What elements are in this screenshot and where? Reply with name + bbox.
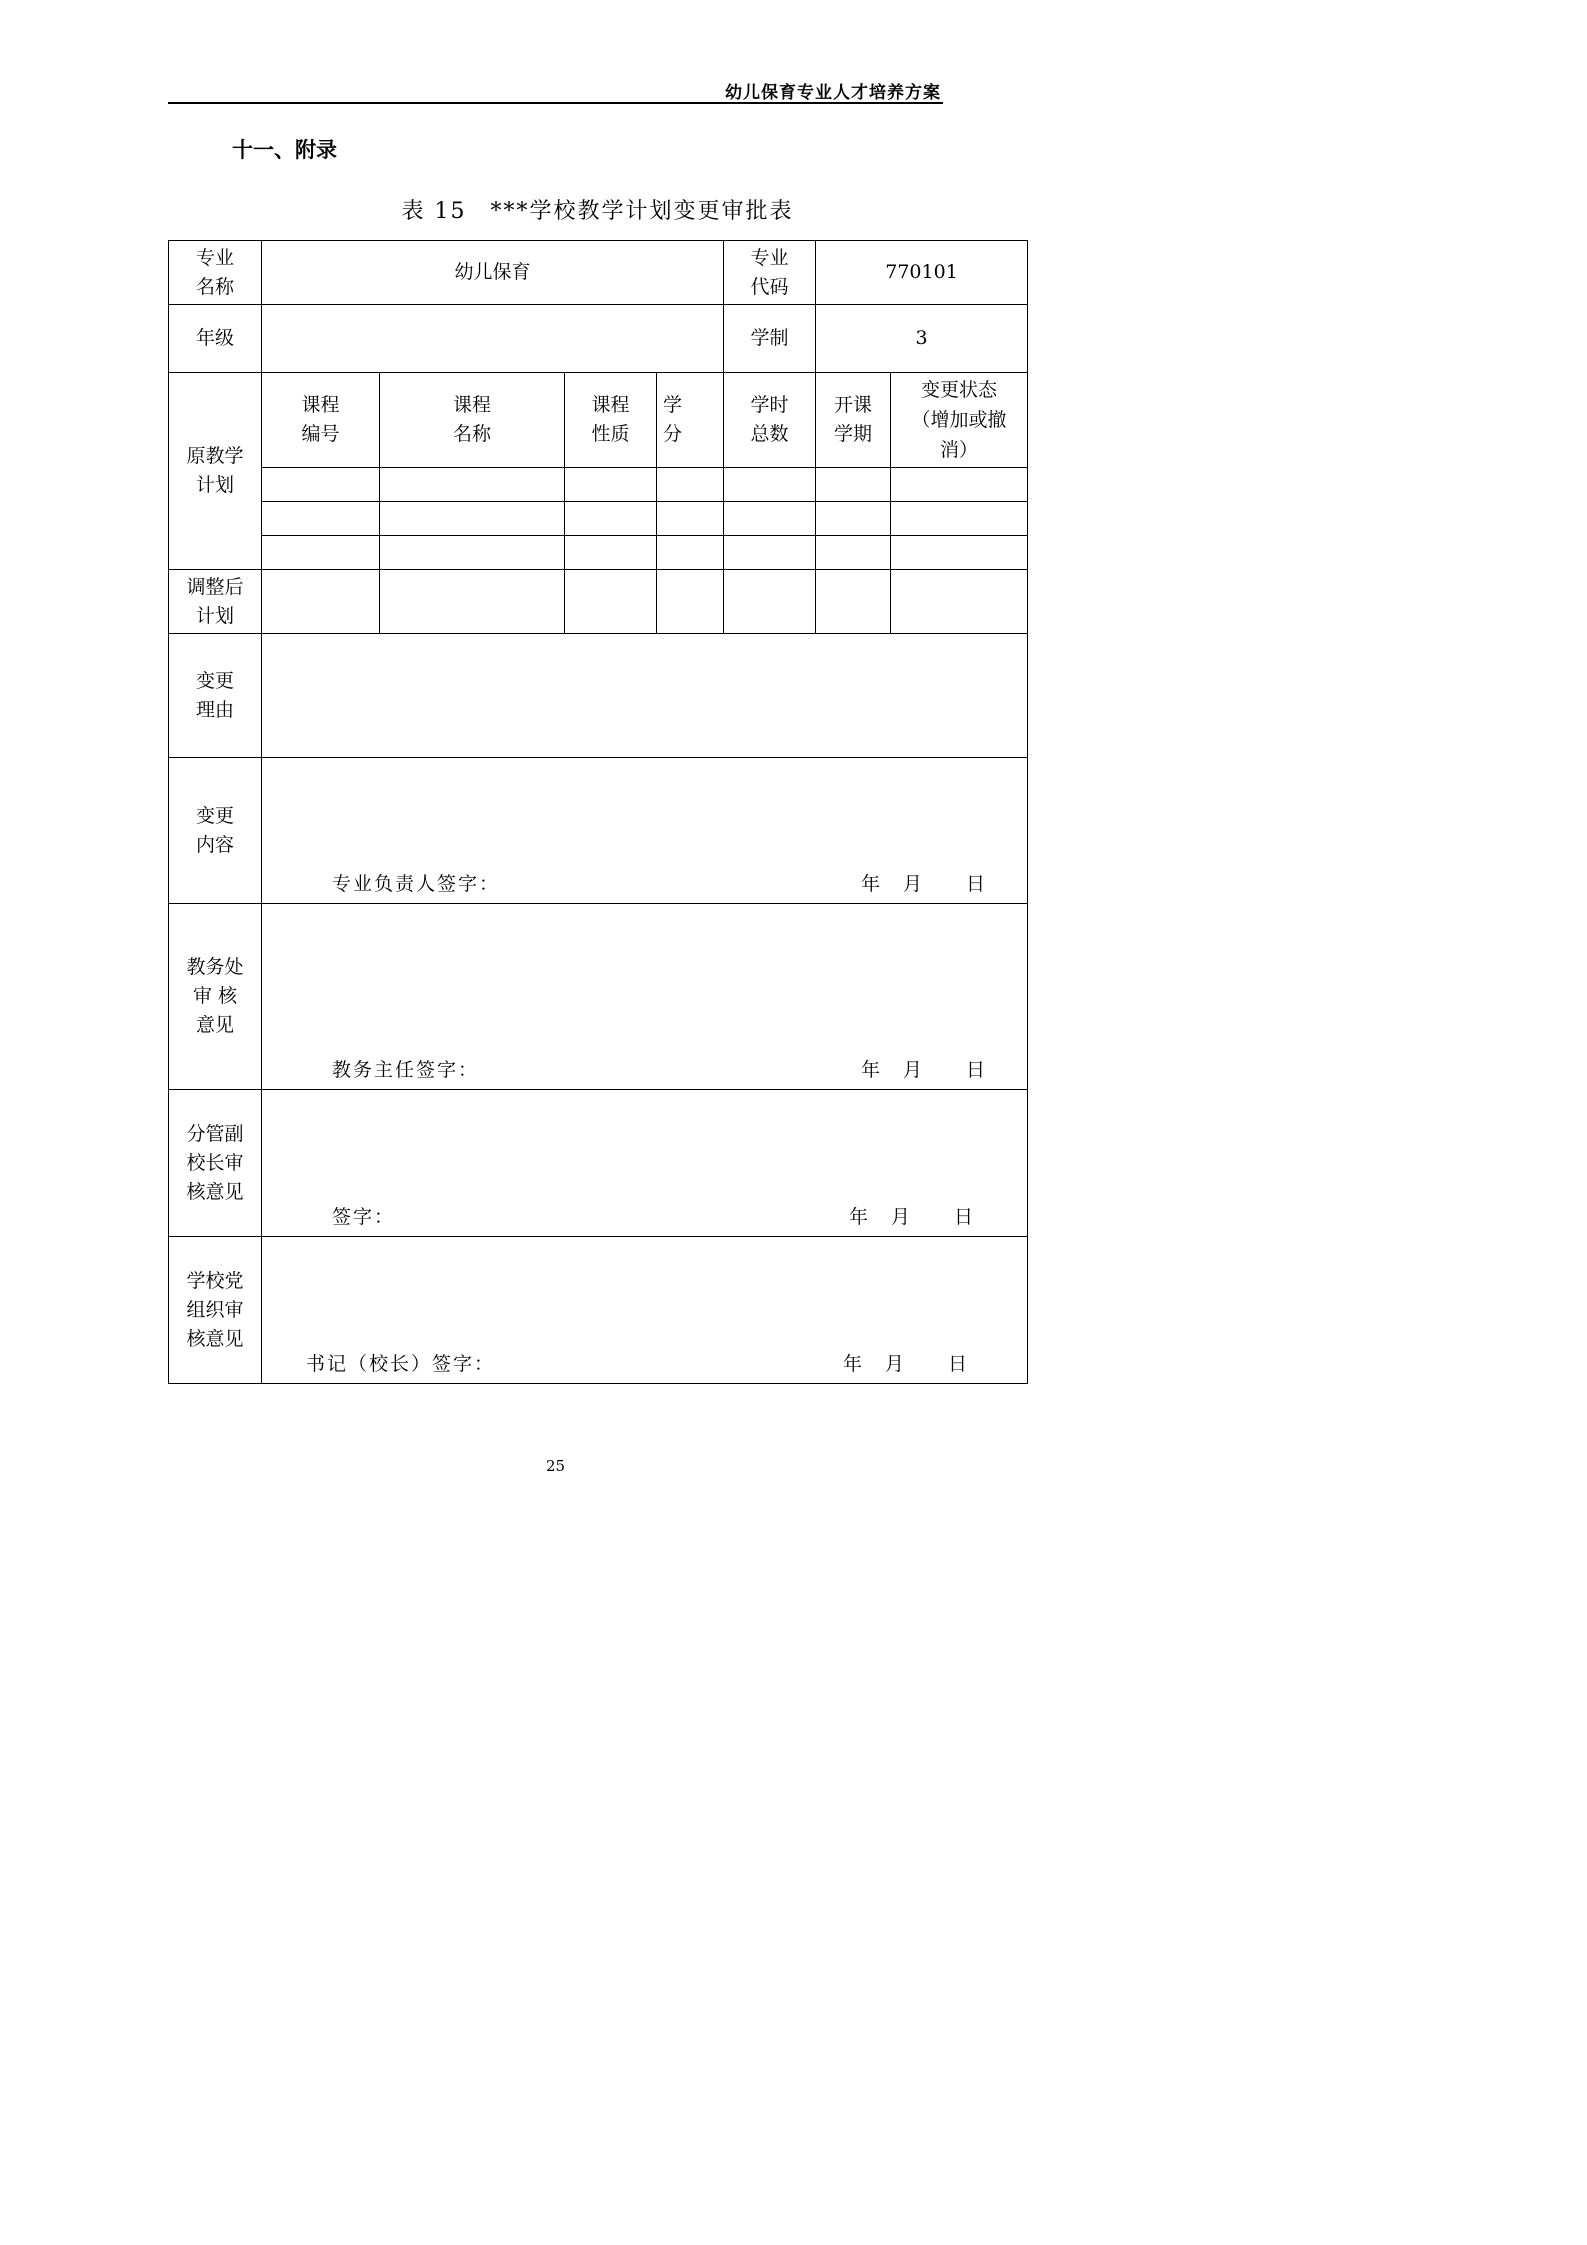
total-hours-cell[interactable] — [724, 468, 816, 502]
major-code-label: 专业 代码 — [724, 241, 816, 305]
duration-value: 3 — [816, 305, 1028, 373]
adjusted-plan-row — [169, 570, 1028, 634]
semester-cell[interactable] — [816, 570, 891, 634]
table-caption: 表 15 ***学校教学计划变更审批表 — [401, 199, 794, 224]
signature-line — [262, 1353, 1027, 1379]
change-approval-table — [168, 240, 1028, 1384]
document-header-title: 幼儿保育专业人才培养方案 — [725, 83, 941, 103]
party-organization-field[interactable] — [262, 1237, 1028, 1384]
credit-header: 学 分 — [657, 373, 724, 468]
original-plan-row — [169, 468, 1028, 502]
course-number-header: 课程 编号 — [262, 373, 380, 468]
semester-header: 开课 学期 — [816, 373, 891, 468]
credit-cell[interactable] — [657, 570, 724, 634]
adjusted-plan-label: 调整后 计划 — [169, 570, 262, 634]
signature-line — [262, 1206, 1027, 1232]
major-code-value: 770101 — [816, 241, 1028, 305]
total-hours-header: 学时 总数 — [724, 373, 816, 468]
course-type-cell[interactable] — [565, 502, 657, 536]
change-status-cell[interactable] — [891, 502, 1028, 536]
vice-principal-field[interactable] — [262, 1090, 1028, 1237]
date-label: 年 月 日 — [849, 1206, 976, 1228]
academic-affairs-row — [169, 904, 1028, 1090]
total-hours-cell[interactable] — [724, 570, 816, 634]
major-name-value: 幼儿保育 — [262, 241, 724, 305]
major-name-label: 专业 名称 — [169, 241, 262, 305]
course-name-cell[interactable] — [380, 536, 565, 570]
course-type-header: 课程 性质 — [565, 373, 657, 468]
vice-principal-signature-label: 签字： — [332, 1206, 396, 1228]
duration-label: 学制 — [724, 305, 816, 373]
grade-label: 年级 — [169, 305, 262, 373]
semester-cell[interactable] — [816, 468, 891, 502]
change-status-header: 变更状态 （增加或撤 消） — [891, 373, 1028, 468]
course-number-cell[interactable] — [262, 502, 380, 536]
row-grade — [169, 305, 1028, 373]
grade-value — [262, 305, 724, 373]
course-number-cell[interactable] — [262, 468, 380, 502]
header-rule — [168, 102, 943, 104]
secretary-signature-label: 书记（校长）签字： — [306, 1353, 496, 1375]
vice-principal-row — [169, 1090, 1028, 1237]
row-course-headers — [169, 373, 1028, 468]
original-plan-label: 原教学 计划 — [169, 373, 262, 570]
course-name-cell[interactable] — [380, 468, 565, 502]
change-content-label: 变更 内容 — [169, 758, 262, 904]
change-content-row — [169, 758, 1028, 904]
credit-cell[interactable] — [657, 502, 724, 536]
course-type-cell[interactable] — [565, 468, 657, 502]
page-number: 25 — [545, 1457, 566, 1475]
course-type-cell[interactable] — [565, 570, 657, 634]
academic-affairs-label: 教务处 审 核 意见 — [169, 904, 262, 1090]
course-number-cell[interactable] — [262, 570, 380, 634]
change-reason-label: 变更 理由 — [169, 634, 262, 758]
total-hours-cell[interactable] — [724, 536, 816, 570]
signature-line — [262, 1059, 1027, 1085]
date-label: 年 月 日 — [843, 1353, 970, 1375]
date-label: 年 月 日 — [861, 873, 988, 895]
semester-cell[interactable] — [816, 502, 891, 536]
major-leader-signature-label: 专业负责人签字： — [332, 873, 501, 895]
academic-affairs-field[interactable] — [262, 904, 1028, 1090]
vice-principal-label: 分管副 校长审 核意见 — [169, 1090, 262, 1237]
credit-cell[interactable] — [657, 536, 724, 570]
course-name-cell[interactable] — [380, 570, 565, 634]
total-hours-cell[interactable] — [724, 502, 816, 536]
change-status-cell[interactable] — [891, 468, 1028, 502]
signature-line — [262, 873, 1027, 899]
academic-director-signature-label: 教务主任签字： — [332, 1059, 480, 1081]
course-type-cell[interactable] — [565, 536, 657, 570]
original-plan-row — [169, 536, 1028, 570]
party-row — [169, 1237, 1028, 1384]
original-plan-row — [169, 502, 1028, 536]
change-content-field[interactable] — [262, 758, 1028, 904]
party-organization-label: 学校党 组织审 核意见 — [169, 1237, 262, 1384]
credit-cell[interactable] — [657, 468, 724, 502]
change-status-cell[interactable] — [891, 536, 1028, 570]
course-name-cell[interactable] — [380, 502, 565, 536]
course-number-cell[interactable] — [262, 536, 380, 570]
semester-cell[interactable] — [816, 536, 891, 570]
date-label: 年 月 日 — [861, 1059, 988, 1081]
course-name-header: 课程 名称 — [380, 373, 565, 468]
change-reason-field[interactable] — [262, 634, 1028, 758]
section-heading: 十一、附录 — [232, 138, 337, 162]
change-reason-row — [169, 634, 1028, 758]
row-major — [169, 241, 1028, 305]
change-status-cell[interactable] — [891, 570, 1028, 634]
